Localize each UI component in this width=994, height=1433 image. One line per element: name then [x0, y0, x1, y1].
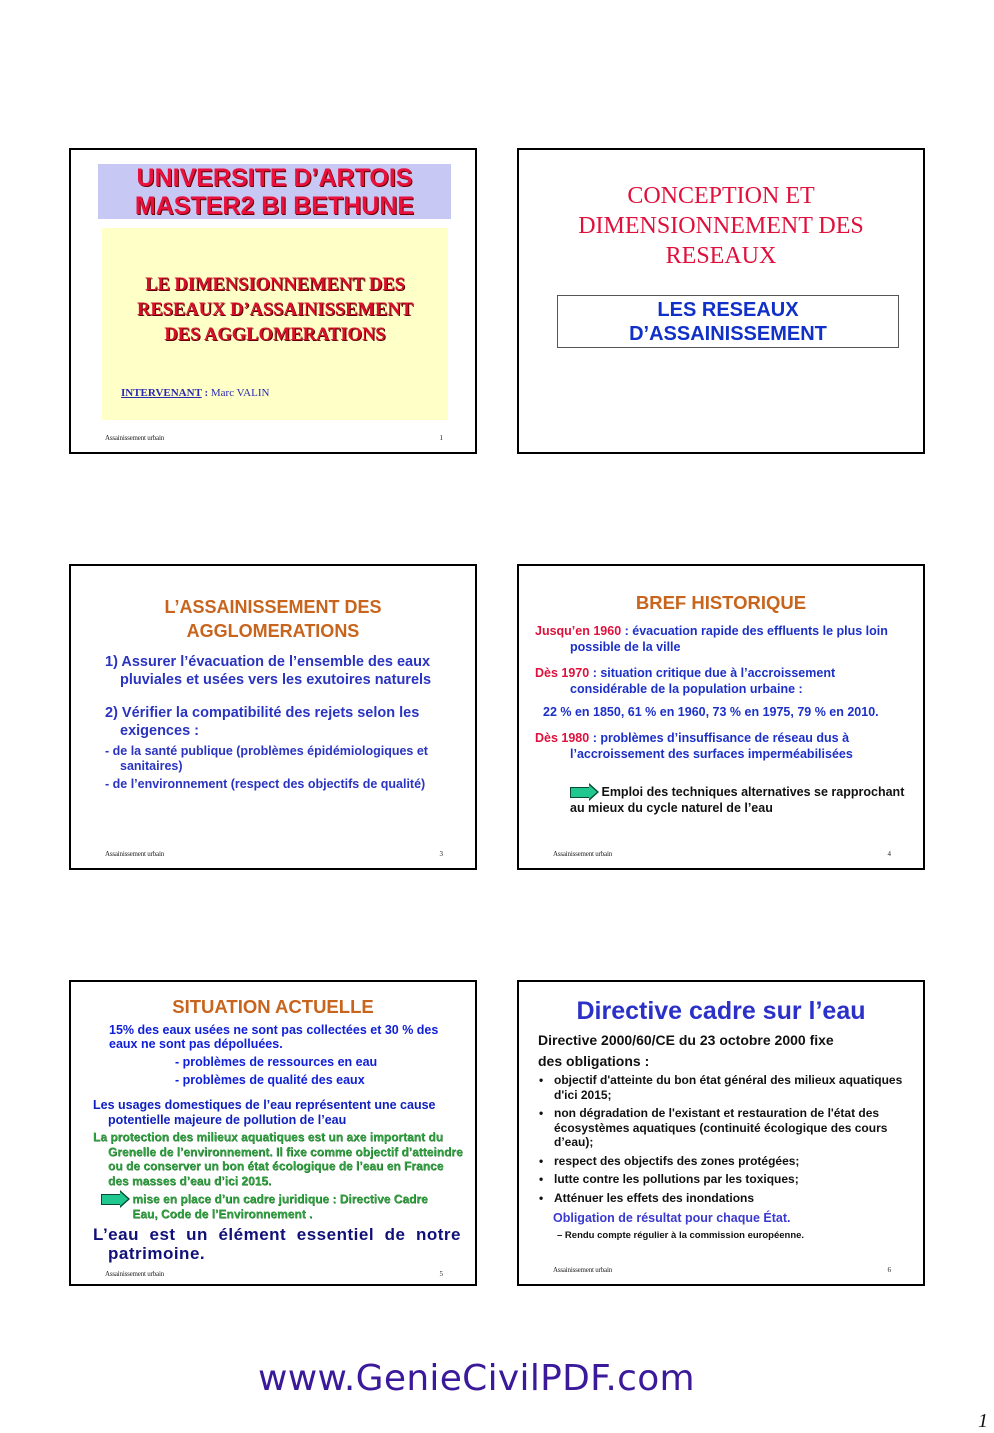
page-number: 1 — [978, 1410, 988, 1432]
obligation-subtext: – Rendu compte régulier à la commission européenne. — [557, 1230, 805, 1241]
slide-5 — [69, 980, 477, 1286]
intro-line: des obligations : — [538, 1053, 650, 1069]
subpoint: - de la santé publique (problèmes épidémiologiques et sanitaires) — [105, 744, 428, 773]
problem-item: - problèmes de ressources en eau — [175, 1055, 378, 1069]
history-text: : évacuation rapide des effluents le plus loin possible de la ville — [570, 624, 888, 654]
banner-line: UNIVERSITE D’ARTOIS — [136, 164, 413, 192]
closing-statement: L’eau est un élément essentiel de notre patrimoine. — [93, 1225, 461, 1263]
protection-text: La protection des milieux aquatiques est un axe important du Grenelle de l’environnement. Il fixe comme objectif d’atteindre ou de conserver un bon état écologique de l’eau en France des masses d’eau d’ici 2015. — [93, 1130, 463, 1188]
list-item: • non dégradation de l'existant et restauration de l'état des écosystèmes aquatiques (continuité écologique des cours d’eau); — [538, 1106, 908, 1150]
problem-item: - problèmes de qualité des eaux — [175, 1073, 365, 1087]
history-entry — [535, 730, 915, 762]
website-watermark[interactable]: www.GenieCivilPDF.com — [258, 1358, 695, 1399]
slide-number: 5 — [439, 1270, 443, 1278]
title-line: DIMENSIONNEMENT DES — [578, 213, 864, 239]
obligations-list — [538, 1073, 908, 1209]
arrow-right-icon — [570, 787, 590, 798]
title-line: AGGLOMERATIONS — [186, 621, 360, 641]
history-period: Jusqu’en 1960 — [535, 624, 622, 638]
legal-text: mise en place d’un cadre juridique : Directive Cadre Eau, Code de l’Environnement . — [132, 1192, 428, 1221]
slide-body — [105, 654, 455, 795]
list-item: • lutte contre les pollutions par les toxiques; — [538, 1172, 908, 1187]
slide-title — [519, 181, 923, 271]
intro-line: Directive 2000/60/CE du 23 octobre 2000 fixe — [538, 1032, 834, 1048]
slide-3 — [69, 564, 477, 870]
list-item: • objectif d'atteinte du bon état général des milieux aquatiques d'ici 2015; — [538, 1073, 908, 1102]
slide-title: BREF HISTORIQUE — [635, 592, 807, 613]
slide-footer: Assainissement urbain — [105, 850, 164, 858]
history-period: Dès 1980 — [535, 731, 590, 745]
slide-1 — [69, 148, 477, 454]
history-text: : situation critique due à l’accroissement considérable de la population urbaine : — [570, 666, 836, 696]
speaker — [121, 387, 269, 399]
intro-text: 15% des eaux usées ne sont pas collectées et 30 % des eaux ne sont pas dépolluées. — [109, 1023, 439, 1051]
slide-2 — [517, 148, 925, 454]
history-entry — [535, 665, 915, 697]
section-box — [557, 295, 899, 348]
section-box-line: LES RESEAUX — [657, 299, 799, 321]
course-title-line: RESEAUX D’ASSAINISSEMENT — [136, 300, 414, 320]
speaker-name: Marc VALIN — [210, 387, 270, 399]
course-title-box — [102, 228, 448, 420]
conclusion-text: Emploi des techniques alternatives se rapprochant au mieux du cycle naturel de l’eau — [570, 785, 905, 815]
speaker-colon: : — [201, 387, 211, 399]
list-item: • Atténuer les effets des inondations — [538, 1191, 908, 1206]
title-line: CONCEPTION ET — [627, 183, 815, 209]
course-title-line: DES AGGLOMERATIONS — [164, 325, 386, 345]
history-text: : problèmes d’insuffisance de réseau dus à l’accroissement des surfaces imperméabilisées — [570, 731, 853, 761]
history-period: Dès 1970 — [535, 666, 590, 680]
slide-4 — [517, 564, 925, 870]
slide-6 — [517, 980, 925, 1286]
list-item: • respect des objectifs des zones protégées; — [538, 1154, 908, 1169]
slide-title — [71, 595, 475, 643]
history-entry — [535, 623, 915, 655]
slide-footer: Assainissement urbain — [553, 1266, 612, 1274]
point: 1) Assurer l’évacuation de l’ensemble des eaux pluviales et usées vers les exutoires naturels — [105, 654, 432, 688]
slide-number: 4 — [887, 850, 891, 858]
slide-footer: Assainissement urbain — [105, 1270, 164, 1278]
title-line: RESEAUX — [665, 243, 777, 269]
slide-number: 6 — [887, 1266, 891, 1274]
course-title — [102, 273, 448, 348]
slide-footer: Assainissement urbain — [105, 434, 164, 442]
intro-block — [109, 1023, 449, 1087]
banner-line: MASTER2 BI BETHUNE — [134, 192, 415, 220]
section-box-line: D’ASSAINISSEMENT — [629, 323, 827, 345]
subpoint: - de l’environnement (respect des objectifs de qualité) — [105, 777, 426, 791]
arrow-right-icon — [101, 1194, 121, 1205]
point: 2) Vérifier la compatibilité des rejets selon les exigences : — [105, 705, 420, 739]
population-stats: 22 % en 1850, 61 % en 1960, 73 % en 1975, 79 % en 2010. — [543, 705, 879, 719]
slide-footer: Assainissement urbain — [553, 850, 612, 858]
slide-title: Directive cadre sur l’eau — [576, 997, 866, 1025]
speaker-label: INTERVENANT — [121, 387, 202, 399]
title-line: L’ASSAINISSEMENT DES — [164, 597, 382, 617]
course-title-line: LE DIMENSIONNEMENT DES — [145, 275, 405, 295]
university-banner — [98, 164, 451, 219]
legal-framework — [101, 1192, 461, 1221]
usages-text: Les usages domestiques de l’eau représentent une cause potentielle majeure de pollution de l’eau — [93, 1098, 436, 1127]
directive-intro — [538, 1030, 908, 1072]
slide-number: 3 — [439, 850, 443, 858]
slide-title: SITUATION ACTUELLE — [172, 996, 374, 1017]
conclusion — [535, 784, 915, 816]
obligation-text: Obligation de résultat pour chaque État. — [553, 1211, 791, 1225]
slide-body — [535, 623, 915, 816]
slide-number: 1 — [439, 434, 443, 442]
